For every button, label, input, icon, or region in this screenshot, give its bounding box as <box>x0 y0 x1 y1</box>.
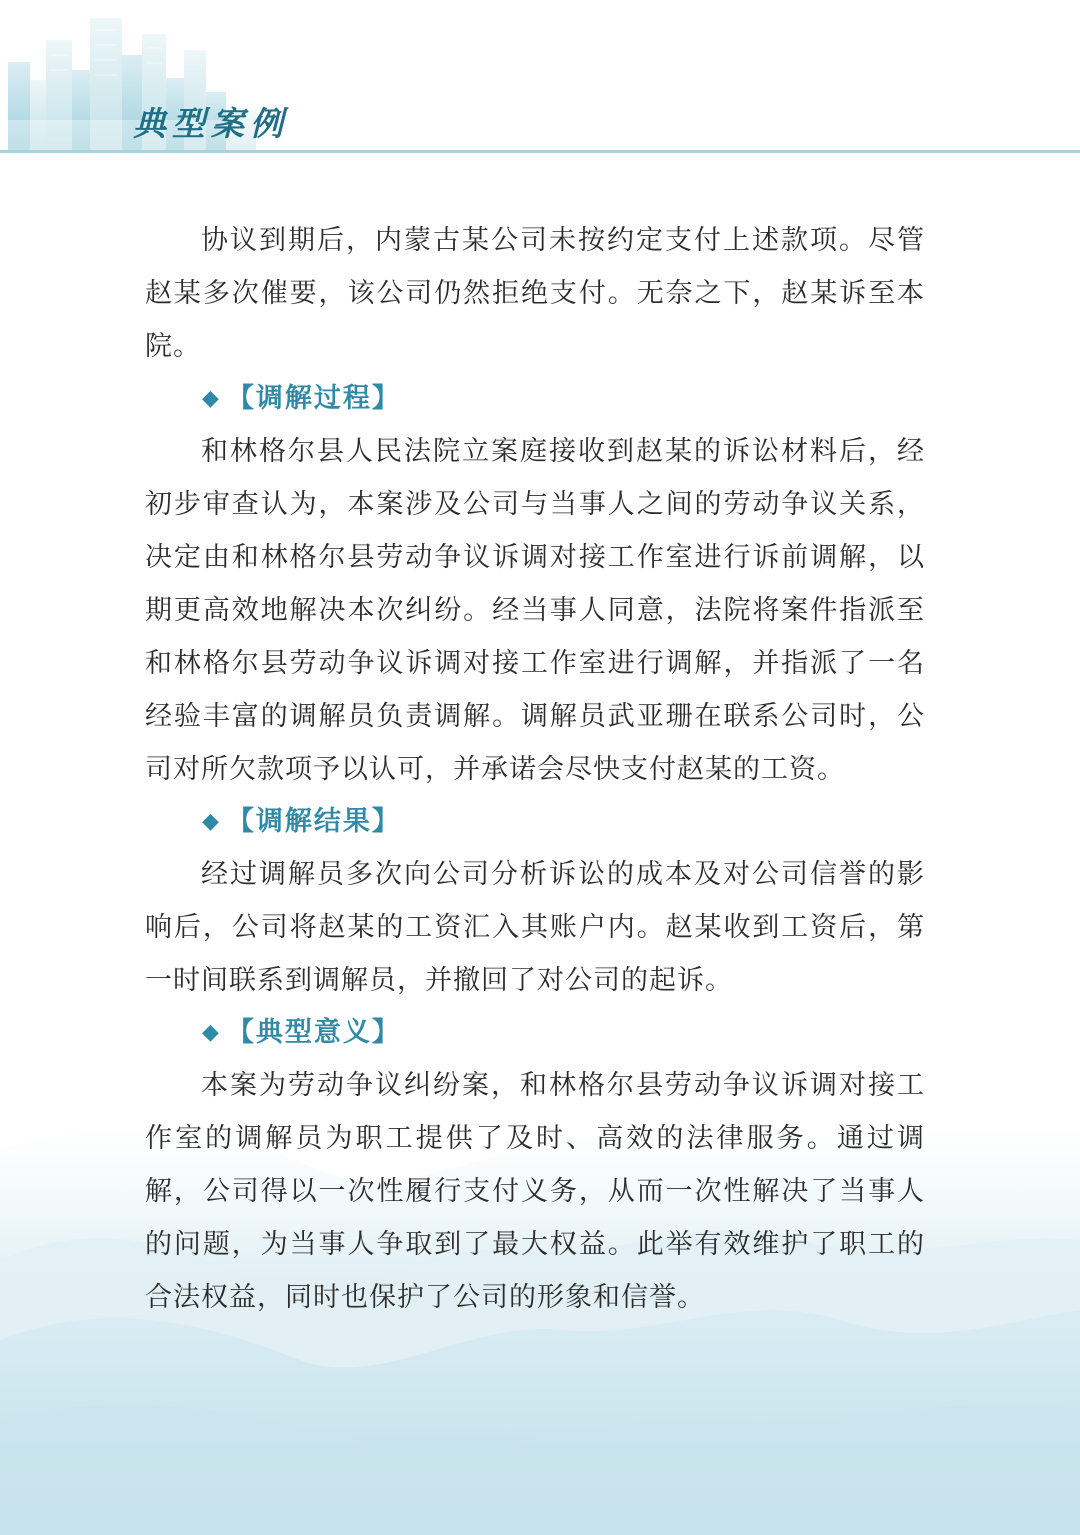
paragraph-mediation-result: 经过调解员多次向公司分析诉讼的成本及对公司信誉的影响后，公司将赵某的工资汇入其账户内。赵某收到工资后，第一时间联系到调解员，并撤回了对公司的起诉。 <box>145 859 925 996</box>
paragraph-intro: 协议到期后，内蒙古某公司未按约定支付上述款项。尽管赵某多次催要，该公司仍然拒绝支付。无奈之下，赵某诉至本院。 <box>145 225 925 362</box>
diamond-bullet-icon: ◆ <box>202 809 221 834</box>
diamond-bullet-icon: ◆ <box>202 386 221 411</box>
heading-text: 【调解结果】 <box>226 806 401 837</box>
heading-text: 【调解过程】 <box>226 383 401 414</box>
article-body <box>145 214 925 1324</box>
paragraph-mediation-process: 和林格尔县人民法院立案庭接收到赵某的诉讼材料后，经初步审查认为，本案涉及公司与当事人之间的劳动争议关系，决定由和林格尔县劳动争议诉调对接工作室进行诉前调解，以期更高效地解决本次纠纷。经当事人同意，法院将案件指派至和林格尔县劳动争议诉调对接工作室进行调解，并指派了一名经验丰富的调解员负责调解。调解员武亚珊在联系公司时，公司对所欠款项予以认可，并承诺会尽快支付赵某的工资。 <box>145 436 925 785</box>
section-heading-mediation-result <box>145 796 925 848</box>
paragraph-significance: 本案为劳动争议纠纷案，和林格尔县劳动争议诉调对接工作室的调解员为职工提供了及时、高效的法律服务。通过调解，公司得以一次性履行支付义务，从而一次性解决了当事人的问题，为当事人争取到了最大权益。此举有效维护了职工的合法权益，同时也保护了公司的形象和信誉。 <box>145 1070 925 1313</box>
section-heading-mediation-process <box>145 373 925 425</box>
section-title: 典型案例 <box>133 104 289 143</box>
header-divider <box>0 150 1080 153</box>
heading-text: 【典型意义】 <box>226 1017 401 1048</box>
page-header <box>0 0 1080 160</box>
diamond-bullet-icon: ◆ <box>202 1020 221 1045</box>
section-heading-significance <box>145 1007 925 1059</box>
